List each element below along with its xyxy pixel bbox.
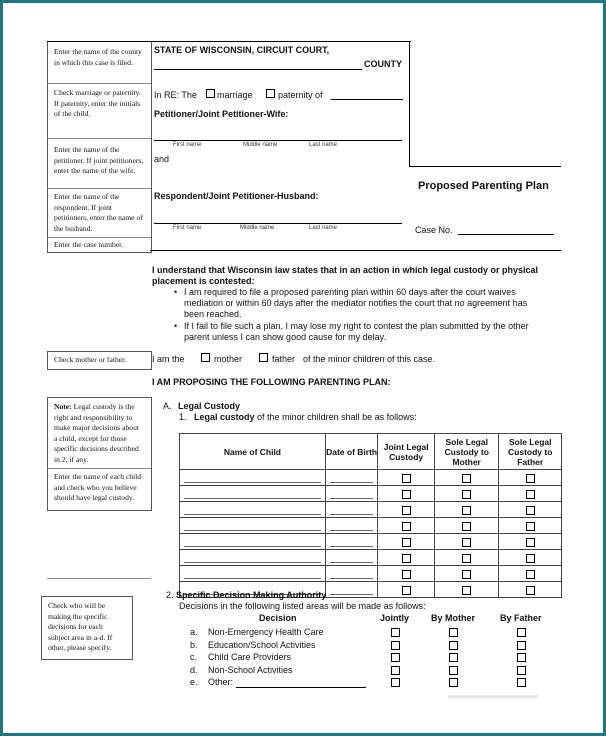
child-name-cell[interactable]	[180, 534, 326, 550]
table-row	[180, 550, 562, 566]
custody-checkbox[interactable]	[526, 538, 535, 547]
note-marriage: Check marriage or paternity. If paternity, enter the initials of the child.	[54, 88, 141, 118]
dob-cell[interactable]	[325, 582, 377, 598]
dob-cell[interactable]	[325, 470, 377, 486]
note-legal-custody-text: Legal custody is the right and responsibility to make major decisions about a child, except for those specific decisions described in 2, if any.	[54, 402, 139, 464]
jointly-checkbox[interactable]	[391, 653, 400, 662]
decision-letter: d.	[190, 664, 198, 675]
mother-checkbox[interactable]	[201, 353, 210, 362]
custody-checkbox[interactable]	[462, 554, 471, 563]
father-cell	[499, 566, 562, 582]
joint-cell	[378, 550, 435, 566]
custody-checkbox[interactable]	[526, 522, 535, 531]
custody-checkbox[interactable]	[526, 554, 535, 563]
item-1-text: of the minor children shall be as follows:	[254, 412, 417, 422]
table-row	[180, 534, 562, 550]
col-joint-legal-custody: Joint Legal Custody	[378, 434, 435, 470]
section-a-title: Legal Custody	[178, 401, 241, 411]
by-father-checkbox[interactable]	[517, 653, 526, 662]
custody-checkbox[interactable]	[462, 522, 471, 531]
dob-cell[interactable]	[325, 486, 377, 502]
custody-checkbox[interactable]	[402, 490, 411, 499]
respondent-middle-name-caption: Middle name	[240, 225, 275, 231]
case-no-line[interactable]	[458, 234, 554, 235]
custody-checkbox[interactable]	[462, 490, 471, 499]
decision-letter: b.	[190, 639, 198, 650]
section-2-heading	[166, 590, 326, 600]
father-cell	[499, 534, 562, 550]
petitioner-label: Petitioner/Joint Petitioner-Wife:	[154, 109, 289, 119]
child-name-cell[interactable]	[180, 470, 326, 486]
statement-bullet-2-text: If I fail to file such a plan, I may lose my right to contest the plan submitted by the other parent unless I can show good cause for my delay.	[184, 321, 529, 342]
court-heading: STATE OF WISCONSIN, CIRCUIT COURT,	[154, 45, 330, 55]
table-row	[180, 566, 562, 582]
decision-label: Other:	[208, 677, 234, 687]
custody-checkbox[interactable]	[402, 586, 411, 595]
decision-letter: c.	[190, 652, 198, 662]
section-2-number: 2.	[166, 590, 174, 600]
petitioner-last-name-caption: Last name	[309, 142, 338, 148]
father-cell	[499, 550, 562, 566]
statement-bullet-1-text: I am required to file a proposed parenting plan within 60 days after the court waives mediation or within 60 days after the mediator notifies the court that no agreement has been reached.	[184, 287, 528, 319]
father-cell	[499, 470, 562, 486]
joint-cell	[378, 582, 435, 598]
proposing-heading: I AM PROPOSING THE FOLLOWING PARENTING PLAN:	[152, 377, 391, 387]
i-am-the-label: I am the	[152, 354, 185, 364]
petitioner-middle-name-caption: Middle name	[243, 142, 278, 148]
custody-checkbox[interactable]	[526, 570, 535, 579]
custody-checkbox[interactable]	[526, 506, 535, 515]
by-father-checkbox[interactable]	[517, 641, 526, 650]
joint-cell	[378, 470, 435, 486]
note-mother-father: Check mother or father.	[54, 355, 127, 364]
marriage-checkbox[interactable]	[206, 89, 215, 98]
father-checkbox[interactable]	[259, 353, 268, 362]
custody-checkbox[interactable]	[402, 506, 411, 515]
and-label: and	[154, 154, 170, 164]
section-a-letter: A.	[163, 401, 172, 411]
dob-cell[interactable]	[325, 502, 377, 518]
custody-checkbox[interactable]	[402, 570, 411, 579]
mother-cell	[434, 566, 498, 582]
custody-checkbox[interactable]	[526, 586, 535, 595]
decision-label: Child Care Providers	[208, 652, 292, 662]
jointly-checkbox[interactable]	[391, 628, 400, 637]
note-county: Enter the name of the county in which this case is filed.	[54, 47, 142, 67]
section-2-title: Specific Decision Making Authority	[176, 590, 327, 600]
dec-col-jointly: Jointly	[380, 613, 410, 623]
form-page	[3, 3, 603, 733]
section-2-intro: Decisions in the following listed areas will be made as follows:	[179, 601, 426, 611]
item-1	[179, 412, 417, 422]
dob-cell[interactable]	[325, 550, 377, 566]
paternity-checkbox[interactable]	[266, 89, 275, 98]
father-cell	[499, 486, 562, 502]
petitioner-first-name-caption: First name	[173, 142, 202, 148]
jointly-checkbox[interactable]	[391, 678, 400, 687]
decision-label: Non-Emergency Health Care	[208, 627, 324, 637]
jointly-checkbox[interactable]	[391, 666, 400, 675]
mother-label: mother	[214, 354, 243, 364]
note-legal-custody	[49, 399, 149, 468]
father-cell	[499, 582, 562, 598]
by-father-checkbox[interactable]	[517, 628, 526, 637]
custody-checkbox[interactable]	[402, 522, 411, 531]
dec-col-by-mother: By Mother	[431, 613, 476, 623]
case-no-label: Case No.	[415, 225, 453, 235]
joint-cell	[378, 502, 435, 518]
custody-checkbox[interactable]	[402, 538, 411, 547]
statement-intro: I understand that Wisconsin law states that in an action in which legal custody or physical placement is contested:	[152, 265, 538, 286]
mother-cell	[434, 470, 498, 486]
respondent-name-line[interactable]	[154, 223, 402, 224]
custody-checkbox[interactable]	[462, 474, 471, 483]
statement-bullet-1	[174, 287, 544, 320]
mother-cell	[434, 582, 498, 598]
by-mother-checkbox[interactable]	[449, 666, 458, 675]
note-name-each-child: Enter the name of each child and check who you believe should have legal custody.	[54, 472, 142, 502]
custody-checkbox[interactable]	[402, 554, 411, 563]
father-label: father	[272, 354, 296, 364]
joint-cell	[378, 518, 435, 534]
child-name-cell[interactable]	[180, 566, 326, 582]
table-row	[180, 470, 562, 486]
paternity-initials-line[interactable]	[331, 99, 403, 100]
custody-checkbox[interactable]	[526, 490, 535, 499]
item-1-number: 1.	[179, 412, 187, 422]
by-mother-checkbox[interactable]	[449, 678, 458, 687]
decision-label: Non-School Activities	[208, 664, 293, 675]
custody-checkbox[interactable]	[462, 538, 471, 547]
child-name-cell[interactable]	[180, 550, 326, 566]
custody-checkbox[interactable]	[526, 474, 535, 483]
mother-cell	[434, 518, 498, 534]
joint-cell	[378, 534, 435, 550]
table-row	[180, 486, 562, 502]
note-label: Note:	[54, 402, 72, 411]
in-re-label: In RE: The	[154, 90, 197, 100]
note-respondent: Enter the name of the respondent. If joint petitioners, enter the name of the husband.	[54, 192, 143, 233]
father-cell	[499, 502, 562, 518]
note-case-number: Enter the case number.	[54, 240, 124, 249]
marriage-label: marriage	[217, 90, 253, 100]
respondent-last-name-caption: Last name	[309, 225, 338, 231]
county-label: COUNTY	[364, 59, 402, 69]
by-father-checkbox[interactable]	[517, 666, 526, 675]
county-line[interactable]	[154, 69, 362, 70]
bullet-icon: •	[174, 321, 178, 331]
paternity-label: paternity of	[278, 90, 323, 100]
i-am-suffix: of the minor children of this case.	[303, 354, 436, 364]
dob-cell[interactable]	[325, 534, 377, 550]
table-row	[180, 502, 562, 518]
custody-checkbox[interactable]	[462, 586, 471, 595]
joint-cell	[378, 486, 435, 502]
respondent-first-name-caption: First name	[173, 225, 202, 231]
joint-cell	[378, 566, 435, 582]
father-cell	[499, 518, 562, 534]
dob-cell[interactable]	[325, 518, 377, 534]
decision-letter: a.	[190, 627, 198, 637]
col-sole-to-mother: Sole Legal Custody to Mother	[434, 434, 498, 470]
mother-cell	[434, 550, 498, 566]
by-mother-checkbox[interactable]	[449, 641, 458, 650]
by-mother-checkbox[interactable]	[449, 628, 458, 637]
dec-col-by-father: By Father	[500, 613, 542, 623]
child-name-cell[interactable]	[180, 486, 326, 502]
mother-cell	[434, 486, 498, 502]
petitioner-name-line[interactable]	[154, 140, 402, 141]
footer-mark	[448, 695, 538, 698]
col-sole-to-father: Sole Legal Custody to Father	[499, 434, 562, 470]
col-date-of-birth: Date of Birth	[325, 434, 377, 470]
jointly-checkbox[interactable]	[391, 641, 400, 650]
form-title: Proposed Parenting Plan	[418, 180, 549, 192]
child-name-cell[interactable]	[180, 502, 326, 518]
bullet-icon: •	[174, 287, 178, 297]
custody-checkbox[interactable]	[402, 474, 411, 483]
custody-checkbox[interactable]	[462, 570, 471, 579]
other-specify-line[interactable]	[236, 687, 366, 688]
note-petitioner: Enter the name of the petitioner. If joint petitioners, enter the name of the wife.	[54, 145, 144, 175]
legal-custody-table	[179, 433, 562, 598]
table-row	[180, 518, 562, 534]
decision-label: Education/School Activities	[208, 639, 316, 650]
dec-col-decision: Decision	[259, 613, 297, 623]
child-name-cell[interactable]	[180, 518, 326, 534]
custody-checkbox[interactable]	[462, 506, 471, 515]
decision-letter: e.	[190, 677, 198, 687]
by-father-checkbox[interactable]	[517, 678, 526, 687]
item-1-bold: Legal custody	[194, 412, 255, 422]
by-mother-checkbox[interactable]	[449, 653, 458, 662]
respondent-label: Respondent/Joint Petitioner-Husband:	[154, 191, 319, 201]
col-name-of-child: Name of Child	[180, 434, 326, 470]
mother-cell	[434, 502, 498, 518]
statement-bullet-2	[174, 321, 544, 343]
dob-cell[interactable]	[325, 566, 377, 582]
note-decisions: Check who will be making the specific decisions for each subject area in a-d. If other, please specify.	[48, 601, 113, 652]
mother-cell	[434, 534, 498, 550]
